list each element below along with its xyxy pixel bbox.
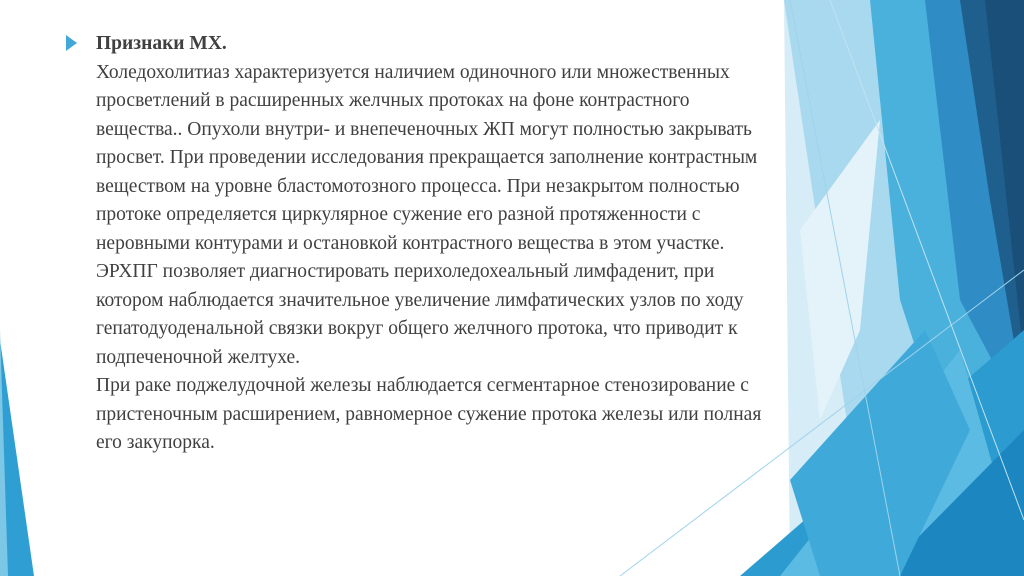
paragraph-main: Холедохолитиаз характеризуется наличием одиночного или множественных просветлений в расширенных желчных протоках на фоне контрастного вещества.. Опухоли внутри- и внепеченочных ЖП могут полностью закрывать просвет. При проведении исследования прекращается заполнение контрастным веществом на уровне бластомотозного процесса. При незакрытом полностью протоке определяется циркулярное сужение его разной протяженности с неровными контурами и остановкой контрастного вещества в этом участке. ЭРХПГ позволяет диагностировать перихоледохеальный лимфаденит, при котором наблюдается значительное увеличение лимфатических узлов по ходу гепатодуоденальной связки вокруг общего желчного протока, что приводит к подпеченочной желтухе. <box>96 61 758 368</box>
text-block <box>96 30 766 458</box>
slide-heading: Признаки МХ. <box>96 33 227 54</box>
paragraph-second: При раке поджелудочной железы наблюдается сегментарное стенозирование с пристеночным расширением, равномерное сужение протока железы или полная его закупорка. <box>96 375 762 453</box>
bullet-arrow-icon <box>66 35 77 51</box>
slide-content <box>66 30 766 458</box>
